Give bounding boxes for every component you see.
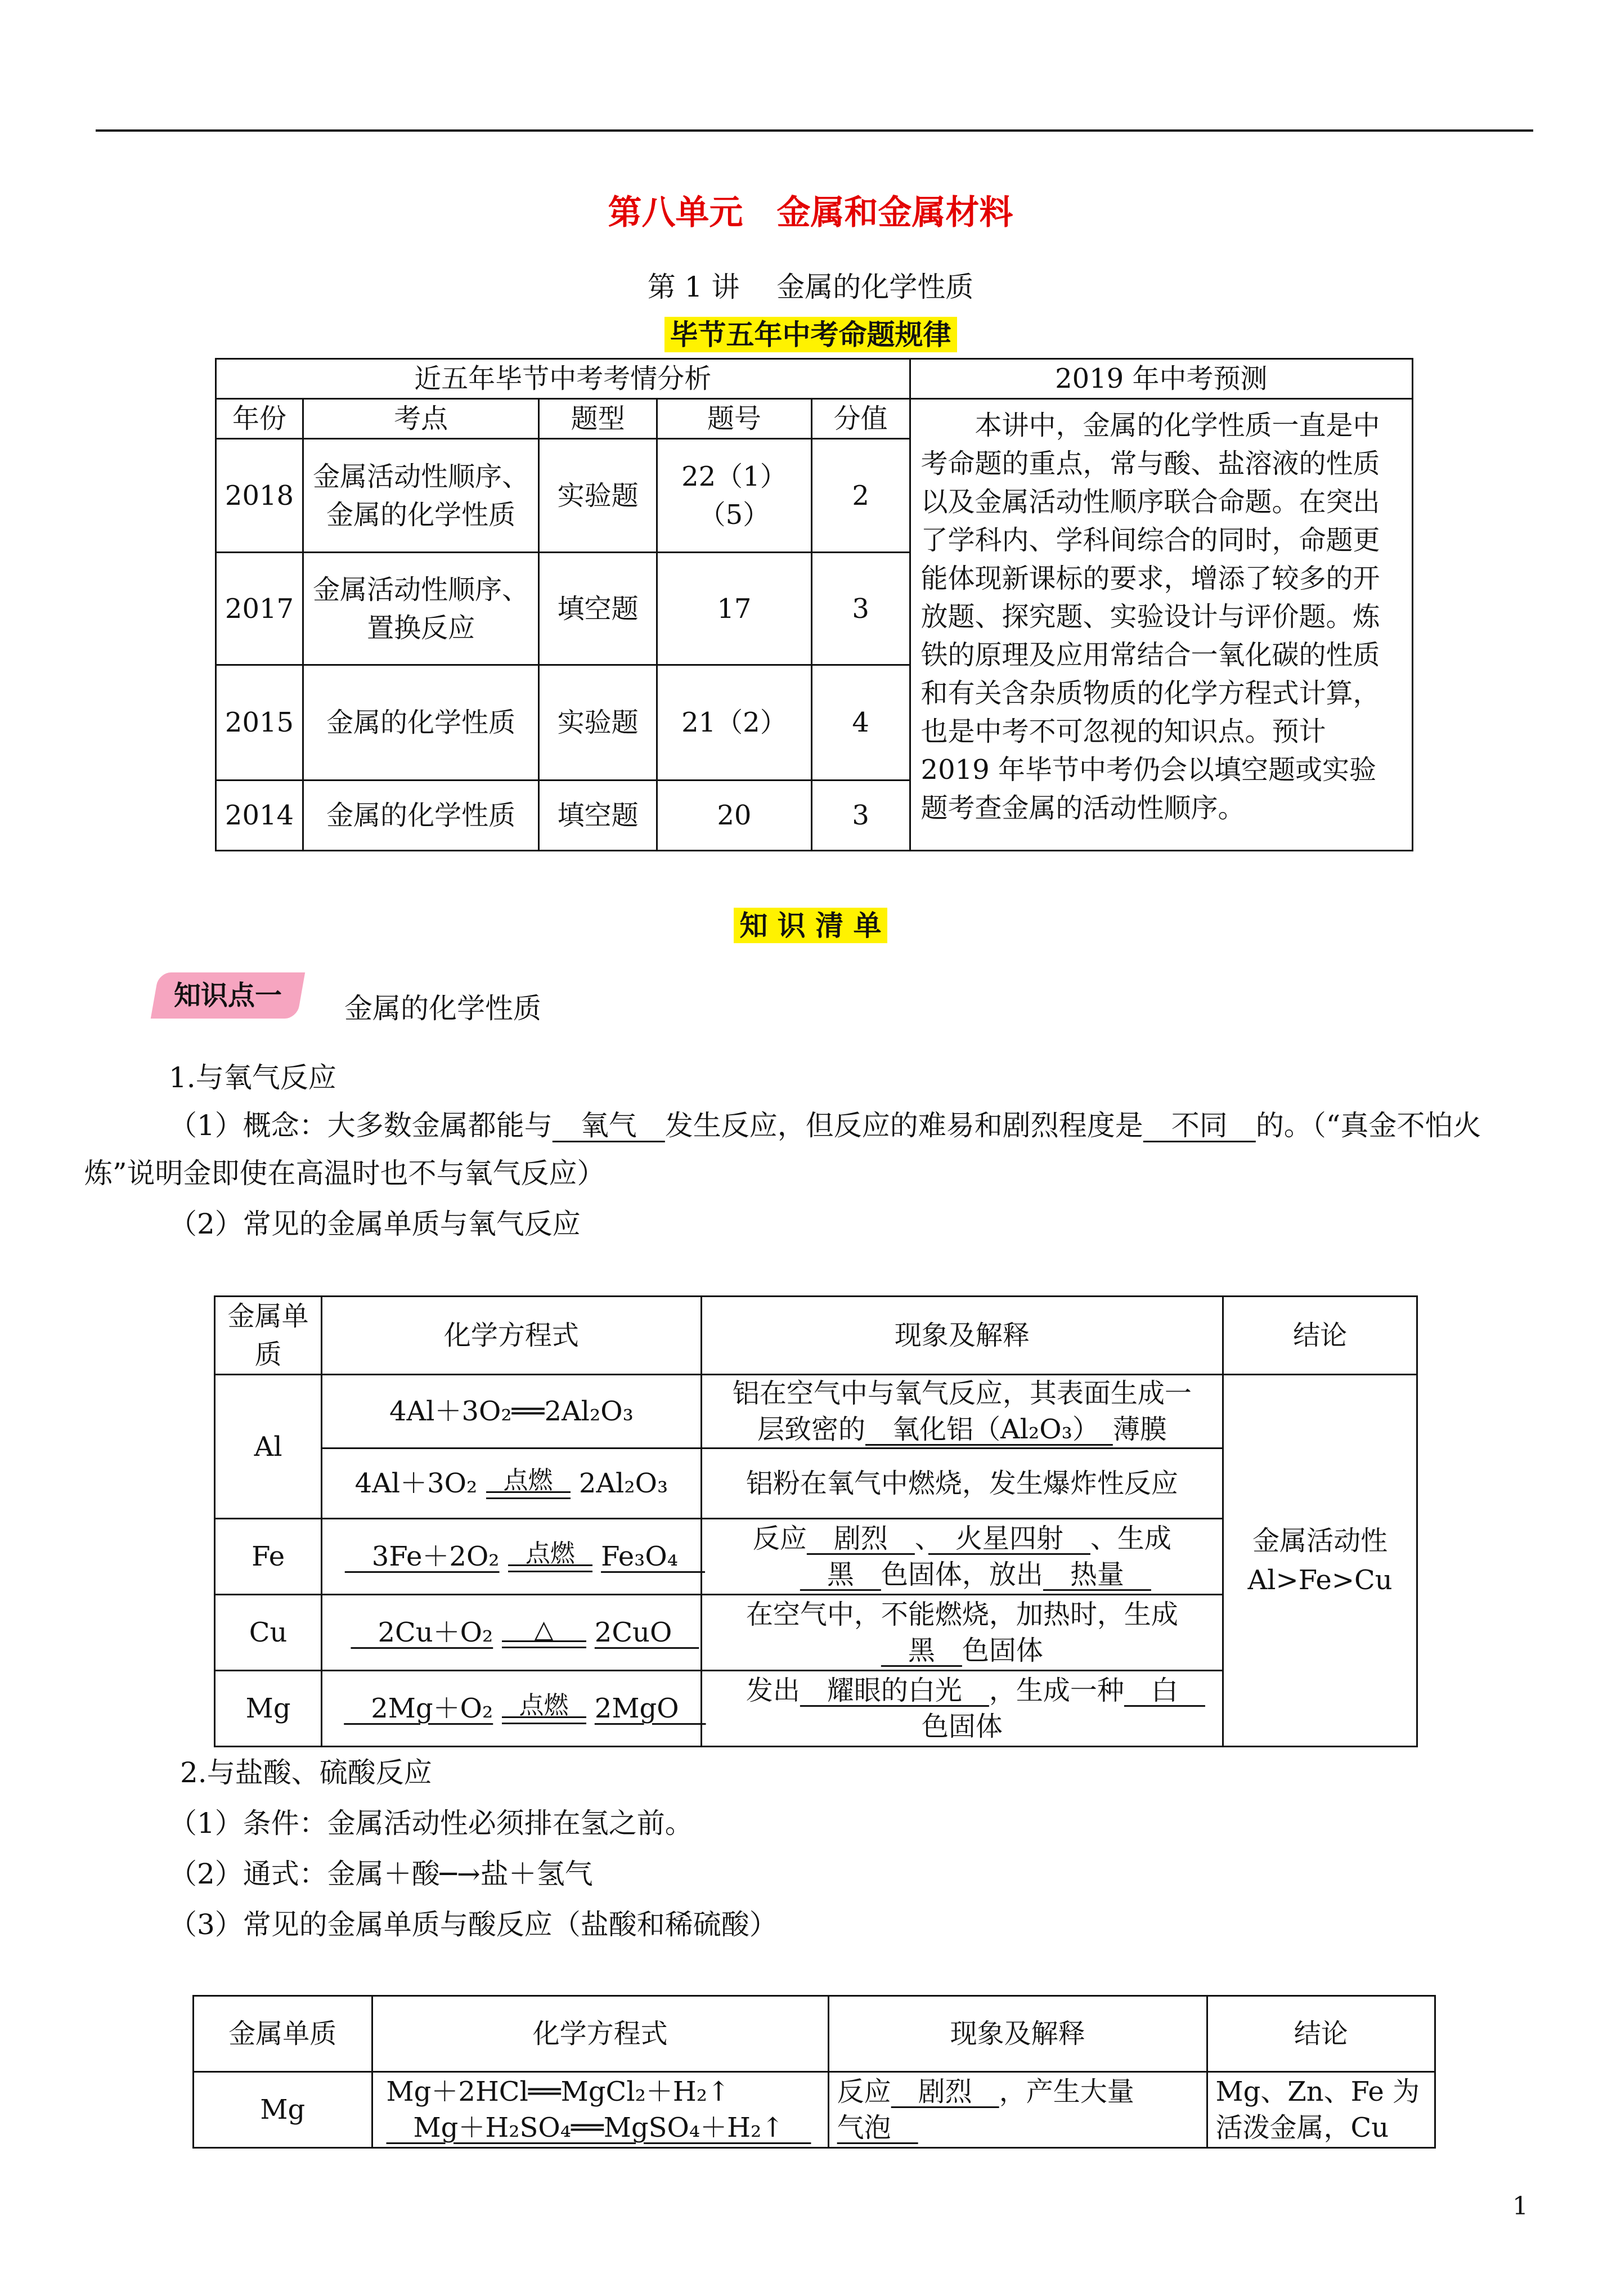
knowledge-list-heading: 知 识 清 单	[734, 908, 887, 943]
metal-cu: Cu	[215, 1595, 322, 1671]
row-type: 填空题	[539, 553, 657, 665]
reaction-condition	[502, 1615, 586, 1649]
col-year: 年份	[216, 399, 303, 439]
condition-text: △	[534, 1615, 554, 1644]
reaction-condition	[508, 1539, 592, 1573]
text: Al>Fe>Cu	[1247, 1564, 1393, 1596]
header-phenomenon: 现象及解释	[828, 1996, 1207, 2072]
eq-h2so4: Mg＋H₂SO₄══MgSO₄＋H₂↑	[386, 2112, 811, 2143]
text: 发生反应，但反应的难易和剧烈程度是	[664, 1109, 1143, 1142]
answer-blank: 剧烈	[891, 2076, 999, 2107]
answer-blank: 黑	[881, 1635, 962, 1666]
acid-conclusion: Mg、Zn、Fe 为活泼金属，Cu	[1207, 2072, 1435, 2148]
row-type: 实验题	[539, 439, 657, 553]
header-conclusion: 结论	[1223, 1297, 1417, 1375]
col-type: 题型	[539, 399, 657, 439]
rule-banner-row	[0, 312, 1621, 353]
text: 色固体	[921, 1711, 1003, 1742]
header-metal: 金属单质	[215, 1297, 322, 1375]
section2-heading: 2.与盐酸、硫酸反应	[180, 1756, 432, 1789]
knowledge-point-title: 金属的化学性质	[344, 992, 541, 1025]
knowledge-point-badge	[151, 972, 305, 1019]
text: ，生成一种	[989, 1675, 1124, 1706]
al-phenomenon-1	[701, 1375, 1223, 1449]
metal-al: Al	[215, 1375, 322, 1519]
text: 、生成	[1090, 1523, 1171, 1554]
col-topic: 考点	[303, 399, 538, 439]
metal-fe: Fe	[215, 1519, 322, 1595]
section2-para1: （1）条件：金属活动性必须排在氢之前。	[169, 1807, 693, 1840]
row-year: 2015	[216, 665, 303, 781]
page-number: 1	[1512, 2192, 1528, 2221]
answer-blank: 剧烈	[806, 1523, 915, 1554]
header-equation: 化学方程式	[322, 1297, 701, 1375]
row-number: 22（1）（5）	[657, 439, 812, 553]
answer-blank: 火星四射	[928, 1523, 1090, 1554]
text: 发出	[746, 1675, 800, 1706]
row-score: 3	[811, 781, 910, 851]
mg-acid-equations	[372, 2072, 828, 2148]
row-topic: 金属的化学性质	[303, 781, 538, 851]
answer-blank: 白	[1124, 1675, 1205, 1706]
row-number: 20	[657, 781, 812, 851]
al-equation-2	[322, 1449, 701, 1519]
row-number: 17	[657, 553, 812, 665]
al-equation-1: 4Al＋3O₂══2Al₂O₃	[322, 1375, 701, 1449]
text: 的。（“真金不怕火	[1255, 1109, 1481, 1142]
mg-acid-phenomenon	[828, 2072, 1207, 2148]
text: 铝在空气中与氧气反应，其表面生成一	[732, 1378, 1192, 1409]
exam-analysis-table	[215, 358, 1413, 851]
section1-para1	[169, 1103, 1481, 1143]
lecture-title: 第 1 讲 金属的化学性质	[647, 271, 974, 303]
cu-equation	[322, 1595, 701, 1671]
eq-right: 2CuO	[594, 1617, 699, 1648]
acid-reaction-table	[192, 1995, 1436, 2149]
answer-blank: 黑	[800, 1559, 881, 1590]
fe-phenomenon: 反应 剧烈 、 火星四射 、生成 黑 色固体，放出 热量	[701, 1519, 1223, 1595]
row-topic: 金属活动性顺序、置换反应	[303, 553, 538, 665]
header-equation: 化学方程式	[372, 1996, 828, 2072]
fe-equation	[322, 1519, 706, 1595]
header-phenomenon: 现象及解释	[701, 1297, 1223, 1375]
eq-right: 2Al₂O₃	[578, 1468, 668, 1499]
eq-right: 2MgO	[594, 1693, 706, 1724]
condition-text: 点燃	[503, 1465, 553, 1495]
row-type: 填空题	[539, 781, 657, 851]
answer-blank: 氧化铝（Al₂O₃）	[865, 1414, 1113, 1445]
row-topic: 金属活动性顺序、金属的化学性质	[303, 439, 538, 553]
section1-para2: （2）常见的金属单质与氧气反应	[169, 1208, 581, 1240]
row-score: 4	[811, 665, 910, 781]
section2-para3: （3）常见的金属单质与酸反应（盐酸和稀硫酸）	[169, 1908, 778, 1941]
text: 薄膜	[1112, 1414, 1167, 1445]
eq-left: 2Mg＋O₂	[344, 1693, 493, 1724]
exam-right-header: 2019 年中考预测	[910, 359, 1412, 399]
text: 在空气中，不能燃烧，加热时，生成	[746, 1599, 1178, 1630]
eq-left: 3Fe＋2O₂	[344, 1541, 500, 1572]
answer-blank: 氧气	[552, 1109, 665, 1142]
text: （1）概念：大多数金属都能与	[169, 1109, 553, 1142]
row-number: 21（2）	[657, 665, 812, 781]
conclusion-cell	[1223, 1375, 1417, 1747]
eq-hcl: Mg＋2HCl══MgCl₂＋H₂↑	[386, 2076, 730, 2107]
eq-left: 2Cu＋O₂	[351, 1617, 493, 1648]
row-year: 2014	[216, 781, 303, 851]
text: 反应	[752, 1523, 807, 1554]
answer-blank: 耀眼的白光	[800, 1675, 989, 1706]
reaction-condition	[486, 1465, 571, 1500]
row-topic: 金属的化学性质	[303, 665, 538, 781]
eq-right: Fe₃O₄	[601, 1541, 706, 1572]
knowledge-list-row	[0, 903, 1621, 944]
eq-left: 4Al＋3O₂	[354, 1468, 478, 1499]
badge-label: 知识点一	[173, 980, 282, 1011]
row-year: 2017	[216, 553, 303, 665]
condition-text: 点燃	[519, 1690, 569, 1720]
row-score: 3	[811, 553, 910, 665]
unit-title: 第八单元 金属和金属材料	[608, 193, 1013, 232]
col-score: 分值	[811, 399, 910, 439]
row-score: 2	[811, 439, 910, 553]
metal-mg: Mg	[194, 2072, 372, 2148]
condition-text: 点燃	[525, 1539, 575, 1568]
text: 色固体，放出	[881, 1559, 1043, 1590]
header-conclusion: 结论	[1207, 1996, 1435, 2072]
text: 色固体	[962, 1635, 1043, 1666]
text: 反应	[837, 2076, 891, 2107]
mg-phenomenon	[701, 1671, 1223, 1747]
cu-phenomenon	[701, 1595, 1223, 1671]
answer-blank: 热量	[1043, 1559, 1151, 1590]
answer-blank: 气泡	[837, 2112, 918, 2143]
section1-heading: 1.与氧气反应	[169, 1061, 336, 1094]
prediction-text: 本讲中，金属的化学性质一直是中考命题的重点，常与酸、盐溶液的性质以及金属活动性顺序联合命题。在突出了学科内、学科间综合的同时，命题更能体现新课标的要求，增添了较多的开放题、探究题、实验设计与评价题。炼铁的原理及应用常结合一氧化碳的性质和有关含杂质物质的化学方程式计算，也是中考不可忽视的知识点。预计 2019 年毕节中考仍会以填空题或实验题考查金属的活动性顺序。	[910, 399, 1412, 851]
exam-left-header: 近五年毕节中考考情分析	[216, 359, 910, 399]
rule-banner: 毕节五年中考命题规律	[664, 317, 957, 352]
oxygen-reaction-table	[214, 1295, 1418, 1747]
reaction-condition	[502, 1690, 586, 1725]
section2-para2: （2）通式：金属＋酸─→盐＋氢气	[169, 1858, 593, 1890]
metal-mg: Mg	[215, 1671, 322, 1747]
text: ，产生大量	[999, 2076, 1134, 2107]
header-rule	[96, 129, 1533, 132]
mg-equation	[322, 1671, 706, 1747]
row-year: 2018	[216, 439, 303, 553]
answer-blank: 不同	[1143, 1109, 1256, 1142]
section1-para1-cont: 炼”说明金即使在高温时也不与氧气反应）	[84, 1157, 605, 1190]
text: 金属活动性	[1252, 1525, 1388, 1557]
al-phenomenon-2: 铝粉在氧气中燃烧，发生爆炸性反应	[701, 1449, 1223, 1519]
text: 层致密的	[757, 1414, 865, 1445]
col-number: 题号	[657, 399, 812, 439]
header-metal: 金属单质	[194, 1996, 372, 2072]
row-type: 实验题	[539, 665, 657, 781]
